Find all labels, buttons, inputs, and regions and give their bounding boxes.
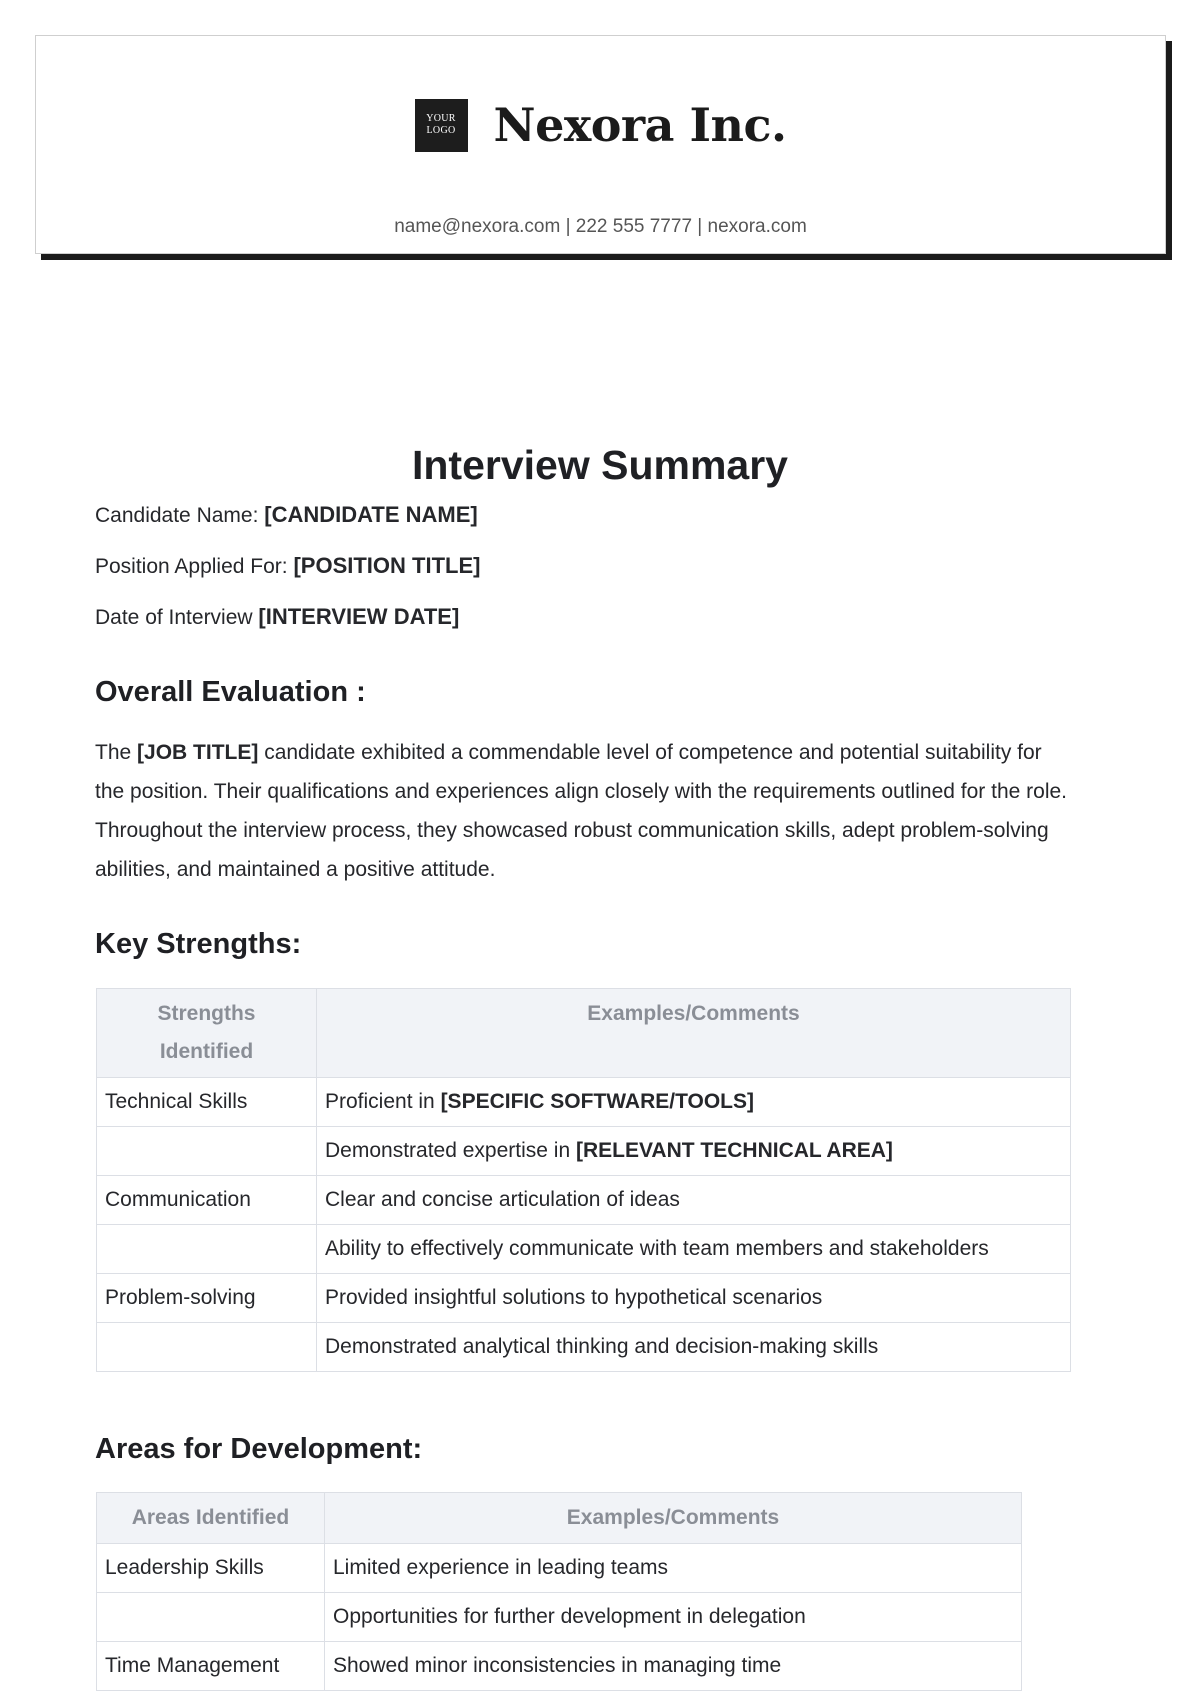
- comments-col-header: Examples/Comments: [317, 989, 1071, 1078]
- candidate-name-line: [95, 502, 478, 528]
- table-header-row: [97, 989, 1071, 1078]
- key-strengths-heading: Key Strengths:: [95, 928, 302, 960]
- brand-row: [36, 98, 1165, 152]
- overall-evaluation-heading: Overall Evaluation :: [95, 676, 366, 708]
- table-row: [97, 1323, 1071, 1372]
- development-table: [96, 1492, 1022, 1691]
- table-header-row: [97, 1493, 1022, 1544]
- strength-comment: Provided insightful solutions to hypothetical scenarios: [317, 1274, 1071, 1323]
- development-comment: Limited experience in leading teams: [325, 1544, 1022, 1593]
- strength-area: [97, 1323, 317, 1372]
- interview-date-value: [INTERVIEW DATE]: [258, 604, 460, 629]
- candidate-name-label: Candidate Name:: [95, 504, 259, 527]
- position-label: Position Applied For:: [95, 555, 288, 578]
- contact-info: name@nexora.com | 222 555 7777 | nexora.com: [394, 216, 807, 237]
- strength-area: [97, 1225, 317, 1274]
- strength-comment: Proficient in [SPECIFIC SOFTWARE/TOOLS]: [317, 1078, 1071, 1127]
- overall-lead: The: [95, 741, 138, 764]
- logo-text-line2: LOGO: [426, 125, 456, 136]
- table-row: [97, 1078, 1071, 1127]
- strength-comment: Clear and concise articulation of ideas: [317, 1176, 1071, 1225]
- strength-comment: Demonstrated analytical thinking and decision-making skills: [317, 1323, 1071, 1372]
- comments-col-header: Examples/Comments: [325, 1493, 1022, 1544]
- development-area: Leadership Skills: [97, 1544, 325, 1593]
- overall-body: candidate exhibited a commendable level of competence and potential suitability for the position. Their qualifications and experiences align closely with the requirements outlined for the role. Throughout the interview process, they showcased robust communication skills, adept problem-solving abilities, and maintained a positive attitude.: [95, 741, 1067, 881]
- table-row: [97, 1225, 1071, 1274]
- development-area: Time Management: [97, 1642, 325, 1691]
- position-line: [95, 553, 480, 579]
- strength-area: Technical Skills: [97, 1078, 317, 1127]
- strength-comment: Ability to effectively communicate with team members and stakeholders: [317, 1225, 1071, 1274]
- overall-evaluation-text: [95, 733, 1075, 889]
- strength-comment: Demonstrated expertise in [RELEVANT TECHNICAL AREA]: [317, 1127, 1071, 1176]
- table-row: [97, 1176, 1071, 1225]
- company-name: Nexora Inc.: [493, 98, 787, 152]
- table-row: [97, 1593, 1022, 1642]
- strengths-col-header: Strengths Identified: [97, 989, 317, 1078]
- table-row: [97, 1127, 1071, 1176]
- strength-area: Communication: [97, 1176, 317, 1225]
- letterhead: [35, 35, 1166, 254]
- position-value: [POSITION TITLE]: [293, 553, 481, 578]
- development-comment: Showed minor inconsistencies in managing time: [325, 1642, 1022, 1691]
- job-title-placeholder: [JOB TITLE]: [137, 741, 259, 764]
- logo-text-line1: YOUR: [426, 113, 456, 124]
- interview-date-label: Date of Interview: [95, 606, 253, 629]
- company-logo: [415, 99, 468, 152]
- page-title: Interview Summary: [412, 442, 788, 488]
- table-row: [97, 1274, 1071, 1323]
- interview-date-line: [95, 604, 459, 630]
- table-row: [97, 1544, 1022, 1593]
- areas-col-header: Areas Identified: [97, 1493, 325, 1544]
- development-comment: Opportunities for further development in delegation: [325, 1593, 1022, 1642]
- development-area: [97, 1593, 325, 1642]
- strength-area: [97, 1127, 317, 1176]
- areas-for-development-heading: Areas for Development:: [95, 1433, 423, 1465]
- candidate-name-value: [CANDIDATE NAME]: [264, 502, 478, 527]
- table-row: [97, 1642, 1022, 1691]
- strength-area: Problem-solving: [97, 1274, 317, 1323]
- strengths-table: [96, 988, 1071, 1372]
